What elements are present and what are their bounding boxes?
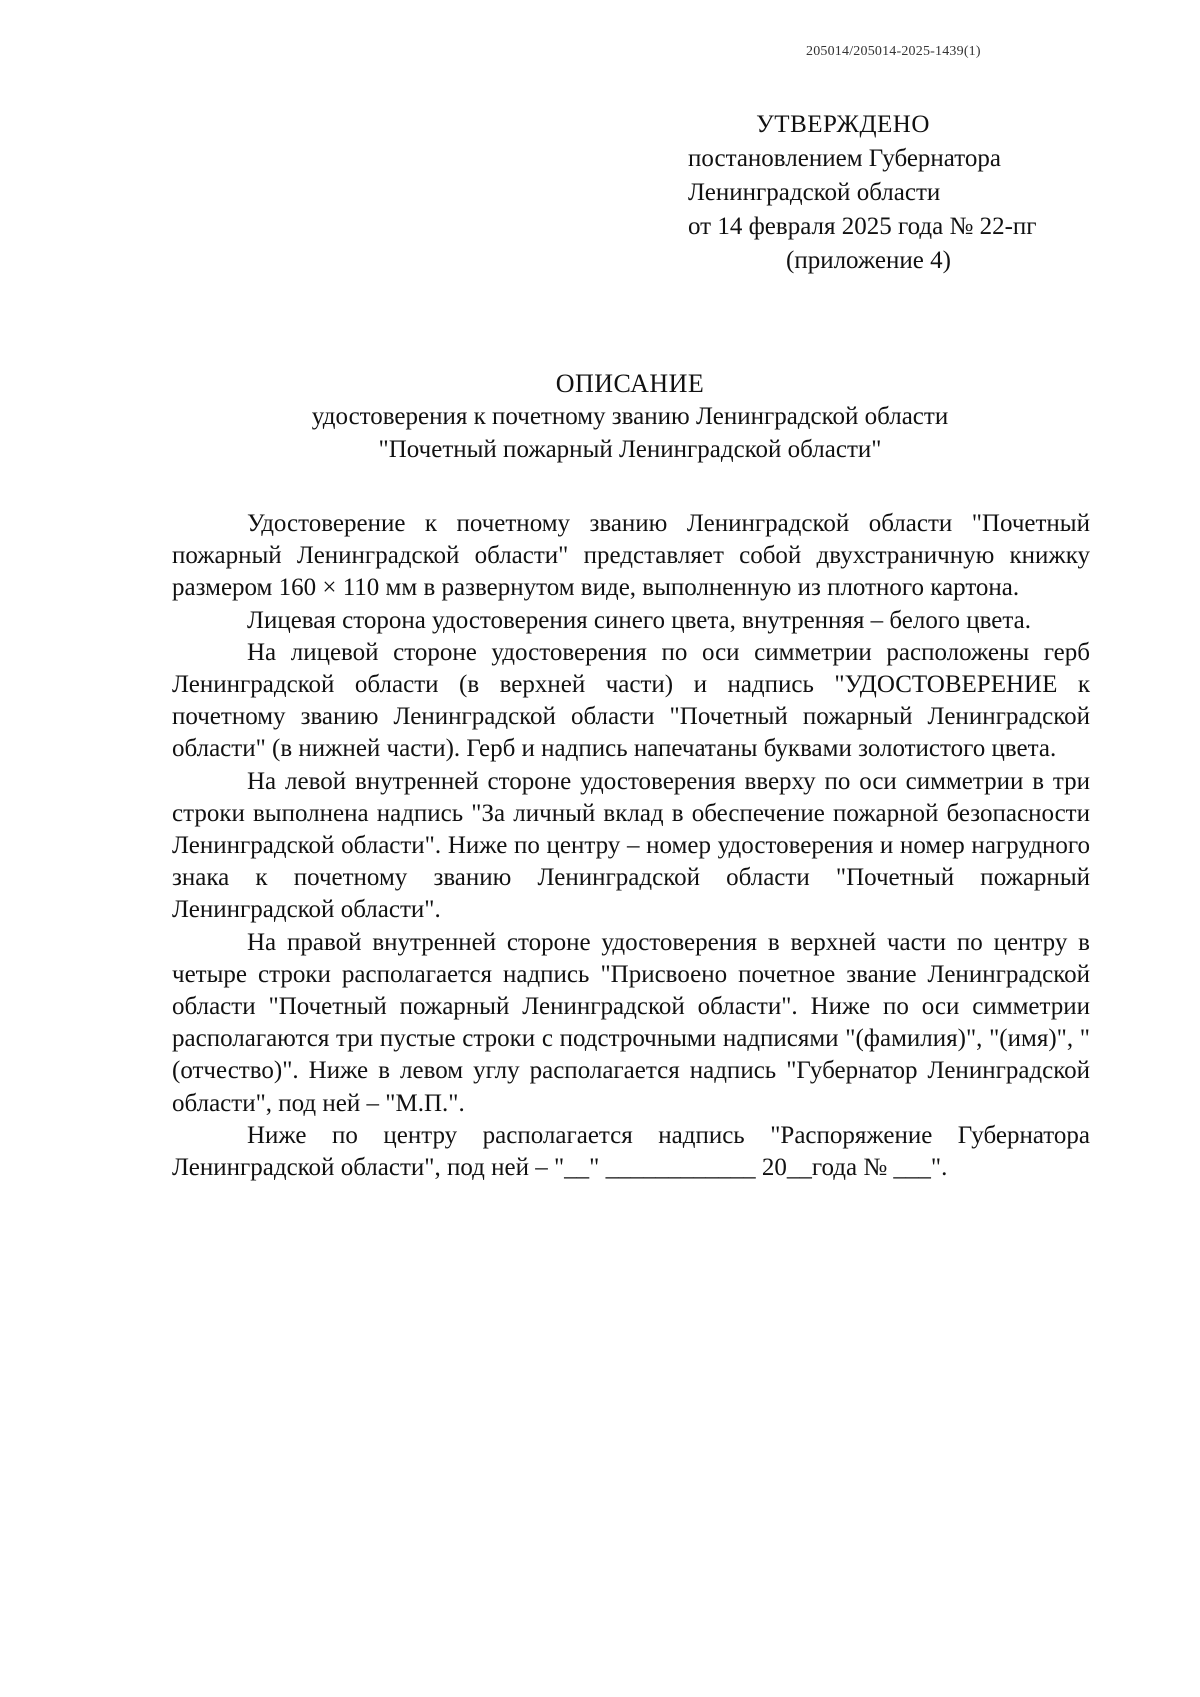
approval-block (688, 108, 1098, 278)
document-body (172, 508, 1090, 1184)
paragraph-2: Лицевая сторона удостоверения синего цвета, внутренняя – белого цвета. (247, 606, 1031, 634)
approval-line-region: Ленинградской области (688, 179, 941, 206)
document-title: ОПИСАНИЕ (555, 369, 705, 398)
document-subtitle-2: "Почетный пожарный Ленинградской области" (378, 436, 882, 463)
paragraph-5: На правой внутренней стороне удостоверения в верхней части по центру в четыре строки располагается надпись "Присвоено почетное звание Ленинградской области "Почетный пожарный Ленинградской области". Ниже по оси симметрии располагаются три пустые строки с подстрочными надписями "(фамилия)", "(имя)", "(отчество)". Ниже в левом углу располагается надпись "Губернатор Ленинградской области", под ней – "М.П.". (172, 928, 1090, 1117)
paragraph-3: На лицевой стороне удостоверения по оси симметрии расположены герб Ленинградской области (в верхней части) и надпись "УДОСТОВЕРЕНИЕ к почетному званию Ленинградской области "Почетный пожарный Ленинградской области" (в нижней части). Герб и надпись напечатаны буквами золотистого цвета. (172, 638, 1090, 763)
title-block (170, 367, 1090, 466)
approval-heading: УТВЕРЖДЕНО (756, 111, 930, 138)
paragraph-4: На левой внутренней стороне удостоверения вверху по оси симметрии в три строки выполнена надпись "За личный вклад в обеспечение пожарной безопасности Ленинградской области". Ниже по центру – номер удостоверения и номер нагрудного знака к почетному званию Ленинградской области "Почетный пожарный Ленинградской области". (172, 767, 1090, 924)
approval-line-decree: постановлением Губернатора (688, 145, 1001, 172)
document-id: 205014/205014-2025-1439(1) (806, 44, 981, 59)
paragraph-6: Ниже по центру располагается надпись "Распоряжение Губернатора Ленинградской области", под ней – "__" ____________ 20__года № ___". (172, 1121, 1090, 1182)
approval-line-date: от 14 февраля 2025 года № 22-пг (688, 213, 1037, 240)
approval-line-appendix: (приложение 4) (786, 247, 951, 274)
paragraph-1: Удостоверение к почетному званию Ленинградской области "Почетный пожарный Ленинградской области" представляет собой двухстраничную книжку размером 160 × 110 мм в развернутом виде, выполненную из плотного картона. (172, 510, 1090, 602)
document-subtitle-1: удостоверения к почетному званию Ленинградской области (311, 403, 949, 430)
